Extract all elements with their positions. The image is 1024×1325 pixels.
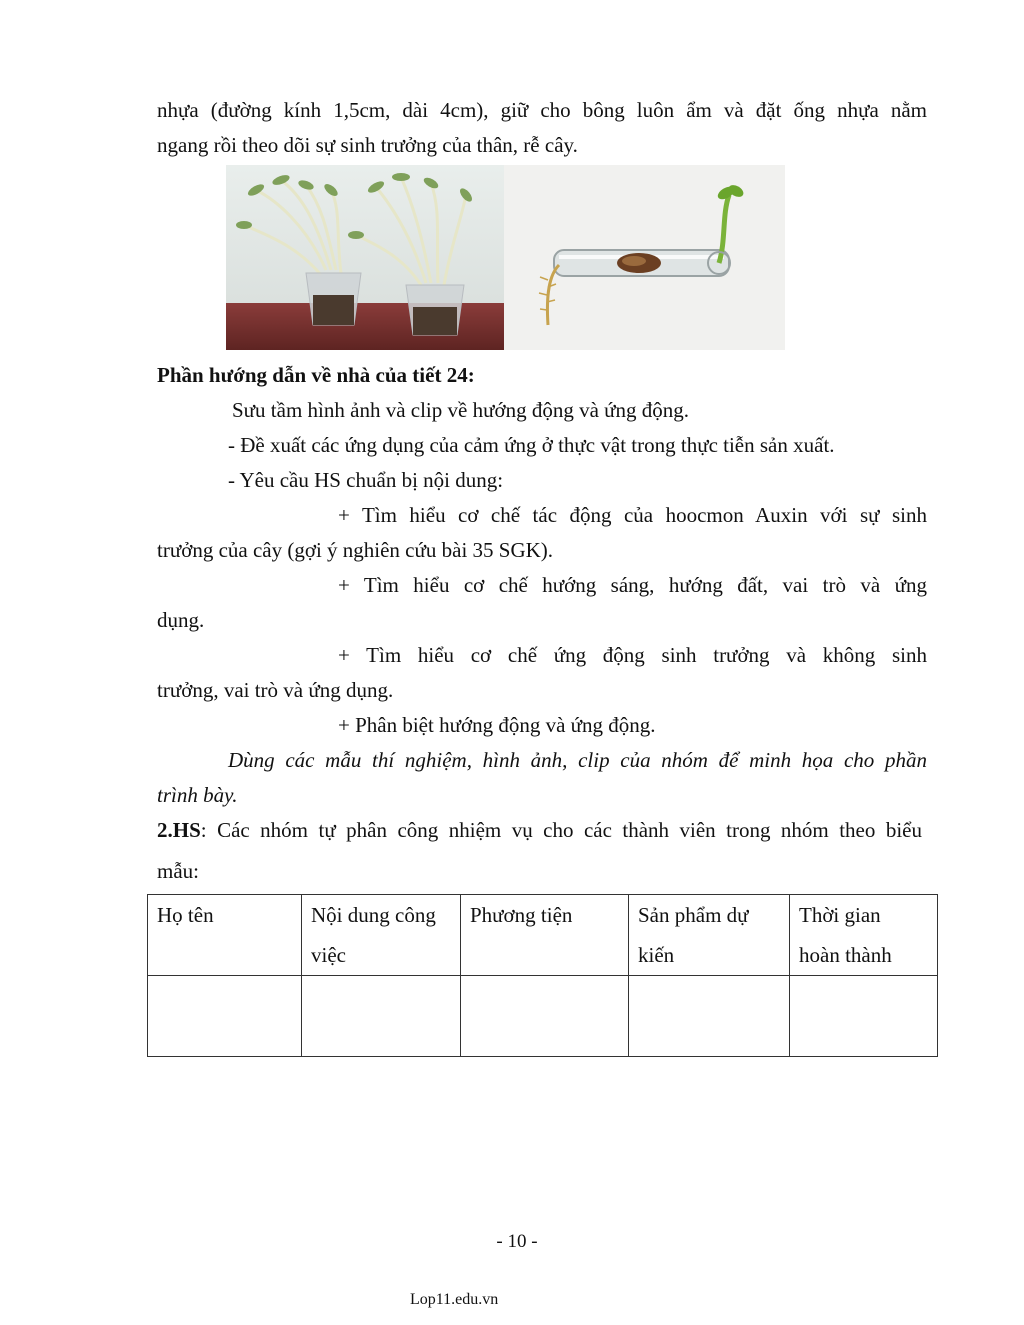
table-cell	[790, 976, 938, 1057]
table-cell	[148, 976, 302, 1057]
homework-item-2: - Đề xuất các ứng dụng của cảm ứng ở thực vật trong thực tiễn sản xuất.	[228, 433, 835, 457]
student-text: : Các nhóm tự phân công nhiệm vụ cho các thành viên trong nhóm theo biểu	[200, 818, 922, 842]
table-header-row	[148, 895, 938, 976]
student-line-2: mẫu:	[157, 859, 199, 883]
header-phuong-tien: Phương tiện	[461, 895, 629, 976]
table-row	[148, 976, 938, 1057]
seed-tube-illustration	[504, 165, 785, 350]
homework-sub-3-line-2: trưởng, vai trò và ứng dụng.	[157, 678, 394, 702]
header-thoi-gian: Thời gian hoàn thành	[790, 895, 938, 976]
intro-line-2: ngang rồi theo dõi sự sinh trưởng của thân, rễ cây.	[157, 133, 578, 157]
site-footer: Lop11.edu.vn	[410, 1291, 499, 1308]
intro-line-1: nhựa (đường kính 1,5cm, dài 4cm), giữ cho bông luôn ẩm và đặt ống nhựa nằm	[157, 98, 927, 122]
homework-sub-1-line-2: trưởng của cây (gợi ý nghiên cứu bài 35 SGK).	[157, 538, 554, 562]
table-cell	[461, 976, 629, 1057]
homework-item-3: - Yêu cầu HS chuẩn bị nội dung:	[228, 468, 504, 492]
homework-note-line-1: Dùng các mẫu thí nghiệm, hình ảnh, clip của nhóm để minh họa cho phần	[228, 748, 927, 772]
homework-sub-2-line-1: + Tìm hiểu cơ chế hướng sáng, hướng đất, vai trò và ứng	[338, 573, 927, 597]
seedlings-photo	[226, 165, 504, 350]
homework-note-line-2: trình bày.	[157, 783, 238, 807]
page-number: - 10 -	[496, 1231, 538, 1252]
homework-heading: Phần hướng dẫn về nhà của tiết 24:	[157, 363, 475, 387]
header-ho-ten: Họ tên	[148, 895, 302, 976]
student-label: 2.HS	[157, 818, 201, 842]
table-cell	[302, 976, 461, 1057]
header-noi-dung: Nội dung công việc	[302, 895, 461, 976]
homework-sub-2-line-2: dụng.	[157, 608, 205, 632]
homework-item-1: Sưu tầm hình ảnh và clip về hướng động và ứng động.	[232, 398, 690, 422]
header-san-pham: Sản phẩm dự kiến	[629, 895, 790, 976]
homework-sub-3-line-1: + Tìm hiểu cơ chế ứng động sinh trưởng và không sinh	[338, 643, 927, 667]
table-cell	[629, 976, 790, 1057]
student-line-1	[157, 816, 922, 844]
homework-sub-1-line-1: + Tìm hiểu cơ chế tác động của hoocmon Auxin với sự sinh	[338, 503, 927, 527]
assignment-table	[147, 894, 938, 1057]
homework-sub-4: + Phân biệt hướng động và ứng động.	[338, 713, 656, 737]
